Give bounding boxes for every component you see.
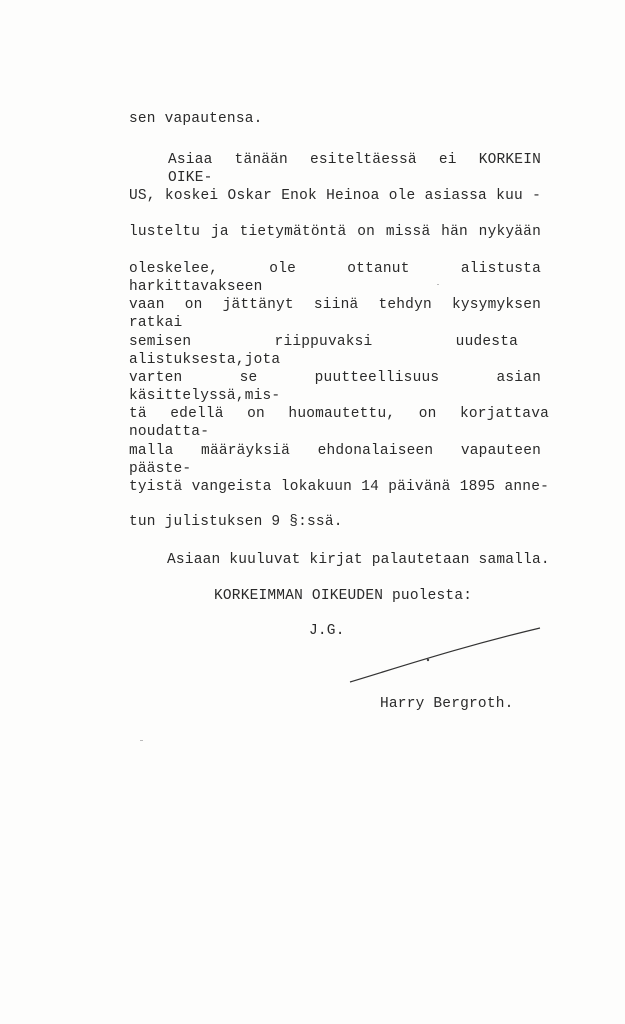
paper-speck (140, 740, 143, 741)
text-line-8: varten se puutteellisuus asian käsittelyssä,mis- (129, 370, 541, 404)
text-line-9: tä edellä on huomautettu, on korjattava noudatta- (129, 406, 549, 440)
text-line-2: Asiaa tänään esiteltäessä ei KORKEIN OIKE- (168, 152, 541, 186)
text-line-3: US, koskei Oskar Enok Heinoa ole asiassa kuu - (129, 188, 541, 204)
text-line-4: lusteltu ja tietymätöntä on missä hän nykyään (129, 224, 541, 240)
closing-line: Asiaan kuuluvat kirjat palautetaan samalla. (167, 552, 550, 568)
paper-speck (437, 284, 439, 285)
signatory-name: Harry Bergroth. (380, 696, 514, 712)
text-line-5: oleskelee, ole ottanut alistusta harkittavakseen (129, 261, 541, 295)
text-line-6: vaan on jättänyt siinä tehdyn kysymyksen ratkai (129, 297, 541, 331)
text-line-10: malla määräyksiä ehdonalaiseen vapauteen pääste- (129, 443, 541, 477)
court-line: KORKEIMMAN OIKEUDEN puolesta: (214, 588, 473, 604)
text-line-12: tun julistuksen 9 §:ssä. (129, 514, 343, 530)
text-line-11: tyistä vangeista lokakuun 14 päivänä 1895 anne- (129, 479, 549, 495)
signature-stroke (340, 622, 550, 692)
text-line-7: semisen riippuvaksi uudesta alistuksesta,jota (129, 334, 518, 368)
initials: J.G. (309, 623, 345, 639)
text-line-1: sen vapautensa. (129, 111, 263, 127)
